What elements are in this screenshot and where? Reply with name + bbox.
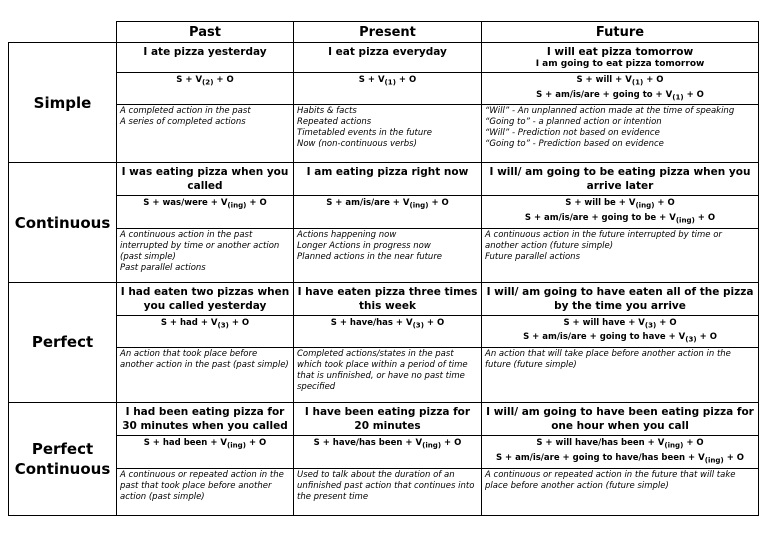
row-label-continuous: Continuous (9, 163, 117, 282)
continuous-past-example: I was eating pizza when you called (117, 163, 294, 196)
continuous-present-example: I am eating pizza right now (294, 163, 482, 196)
usage-line: Habits & facts (297, 106, 357, 117)
row-label-simple: Simple (9, 43, 117, 163)
usage-line: “Going to” - a planned action or intention (485, 117, 662, 128)
continuous-future-formula (482, 196, 759, 228)
formula-line: S + had + $V_{(3)} + O$ (160, 317, 250, 330)
perfect-continuous-future-formula (482, 436, 759, 468)
usage-line: “Will” - Prediction not based on evidence (485, 128, 660, 139)
simple-past-formula (117, 73, 294, 105)
header-row (9, 22, 759, 43)
header-future: Future (482, 22, 759, 43)
perfect-future-example: I will/ am going to have eaten all of the pizza by the time you arrive (482, 282, 759, 315)
formula-line: S + am/is/are + going to have + $V_{(3)} + O$ (523, 332, 717, 345)
continuous-past-usage (117, 228, 294, 282)
continuous-future-usage (482, 228, 759, 282)
formula-line: S + will be + $V_{(ing)} + O$ (565, 198, 675, 211)
perfect-formula-row (9, 315, 759, 347)
corner-cell (9, 22, 117, 43)
continuous-past-formula (117, 196, 294, 228)
continuous-formula-row (9, 196, 759, 228)
usage-line: An action that will take place before another action in the future (future simple) (485, 349, 731, 371)
simple-future-usage (482, 105, 759, 163)
perfect-present-formula (294, 315, 482, 347)
continuous-future-example: I will/ am going to be eating pizza when you arrive later (482, 163, 759, 196)
usage-line: “Will” - An unplanned action made at the time of speaking (485, 106, 735, 117)
usage-line: Planned actions in the near future (297, 251, 443, 262)
perfect-future-formula (482, 315, 759, 347)
perfect-continuous-formula-row (9, 436, 759, 468)
perfect-past-example: I had eaten two pizzas when you called yesterday (117, 282, 294, 315)
formula-line: $S + am/is/are + V_{(ing)} + O$ (326, 198, 449, 211)
simple-future-formula (482, 73, 759, 105)
simple-usage-row (9, 105, 759, 163)
usage-line: Past parallel actions (120, 262, 206, 273)
perfect-continuous-future-example: I will/ am going to have been eating pizza for one hour when you call (482, 403, 759, 436)
simple-future-example: I will eat pizza tomorrow I am going to eat pizza tomorrow (482, 43, 759, 73)
perfect-continuous-past-usage (117, 468, 294, 515)
simple-present-usage (294, 105, 482, 163)
perfect-present-usage (294, 348, 482, 403)
usage-line: Completed actions/states in the past which took place within a period of time that is unfinished, or have no past time specified (297, 349, 468, 393)
formula-line: S + am/is/are + going to be + $V_{(ing)} + O$ (524, 213, 716, 225)
perfect-example-row (9, 282, 759, 315)
continuous-example-row (9, 163, 759, 196)
simple-present-formula (294, 73, 482, 105)
perfect-future-usage (482, 348, 759, 403)
continuous-usage-row (9, 228, 759, 282)
perfect-present-example: I have eaten pizza three times this week (294, 282, 482, 315)
simple-present-example: I eat pizza everyday (294, 43, 482, 73)
usage-line: Timetabled events in the future (297, 128, 432, 139)
formula-line: S + have/has been + $V_{(ing)} + O$ (313, 438, 462, 450)
usage-line: Future parallel actions (485, 251, 580, 262)
usage-line: A continuous action in the future interrupted by time or another action (future simple) (485, 229, 722, 251)
usage-line: “Going to” - Prediction based on evidence (485, 139, 664, 150)
perfect-past-formula (117, 315, 294, 347)
header-past: Past (117, 22, 294, 43)
usage-line: Repeated actions (297, 117, 372, 128)
perfect-continuous-present-formula (294, 436, 482, 468)
row-label-perfect: Perfect (9, 282, 117, 402)
continuous-present-formula (294, 196, 482, 228)
usage-line: An action that took place before another action in the past (past simple) (120, 349, 289, 371)
usage-line: A continuous action in the past interrupted by time or another action (past simple) (120, 229, 280, 262)
usage-line: A continuous or repeated action in the past that took place before another action (past simple) (120, 469, 284, 502)
formula-line: S + was/were + $V_{(ing)} + O$ (143, 198, 267, 211)
formula-line: S + am/is/are + going to + $V_{(1)} + O$ (536, 89, 704, 102)
perfect-continuous-present-example: I have been eating pizza for 20 minutes (294, 403, 482, 436)
perfect-continuous-past-example: I had been eating pizza for 30 minutes when you called (117, 403, 294, 436)
usage-line: Used to talk about the duration of an unfinished past action that continues into the present time (297, 469, 475, 502)
formula-line: S + have/has + $V_{(3)} + O$ (330, 317, 445, 330)
usage-line: A continuous or repeated action in the future that will take place before another action (future simple) (485, 469, 736, 491)
perfect-past-usage (117, 348, 294, 403)
usage-line: A completed action in the past (120, 106, 251, 117)
perfect-continuous-example-row (9, 403, 759, 436)
formula-line: S + had been + $V_{(ing)} + O$ (143, 438, 267, 450)
usage-line: Now (non-continuous verbs) (297, 139, 417, 150)
simple-past-example: I ate pizza yesterday (117, 43, 294, 73)
usage-line: A series of completed actions (120, 117, 246, 128)
perfect-usage-row (9, 348, 759, 403)
tenses-table (8, 21, 759, 516)
simple-example-row (9, 43, 759, 73)
formula-line: S + will have + $V_{(3)} + O$ (563, 317, 677, 330)
simple-formula-row (9, 73, 759, 105)
header-present: Present (294, 22, 482, 43)
usage-line: Actions happening now (297, 229, 397, 240)
perfect-continuous-present-usage (294, 468, 482, 515)
formula-line: S + will + $V_{(1)} + O$ (576, 75, 664, 87)
formula-line: $S + V_{(2)} + O$ (176, 75, 234, 87)
formula-line: $S + V_{(1)} + O$ (358, 75, 417, 87)
formula-line: S + will have/has been + $V_{(ing)} + O$ (536, 438, 704, 450)
continuous-present-usage (294, 228, 482, 282)
perfect-continuous-future-usage (482, 468, 759, 515)
perfect-continuous-past-formula (117, 436, 294, 468)
simple-past-usage (117, 105, 294, 163)
row-label-perfect-continuous: Perfect Continuous (9, 403, 117, 515)
formula-line: S + am/is/are + going to have/has been + $V_{(ing)} + O$ (495, 452, 745, 465)
perfect-continuous-usage-row (9, 468, 759, 515)
usage-line: Longer Actions in progress now (297, 240, 431, 251)
